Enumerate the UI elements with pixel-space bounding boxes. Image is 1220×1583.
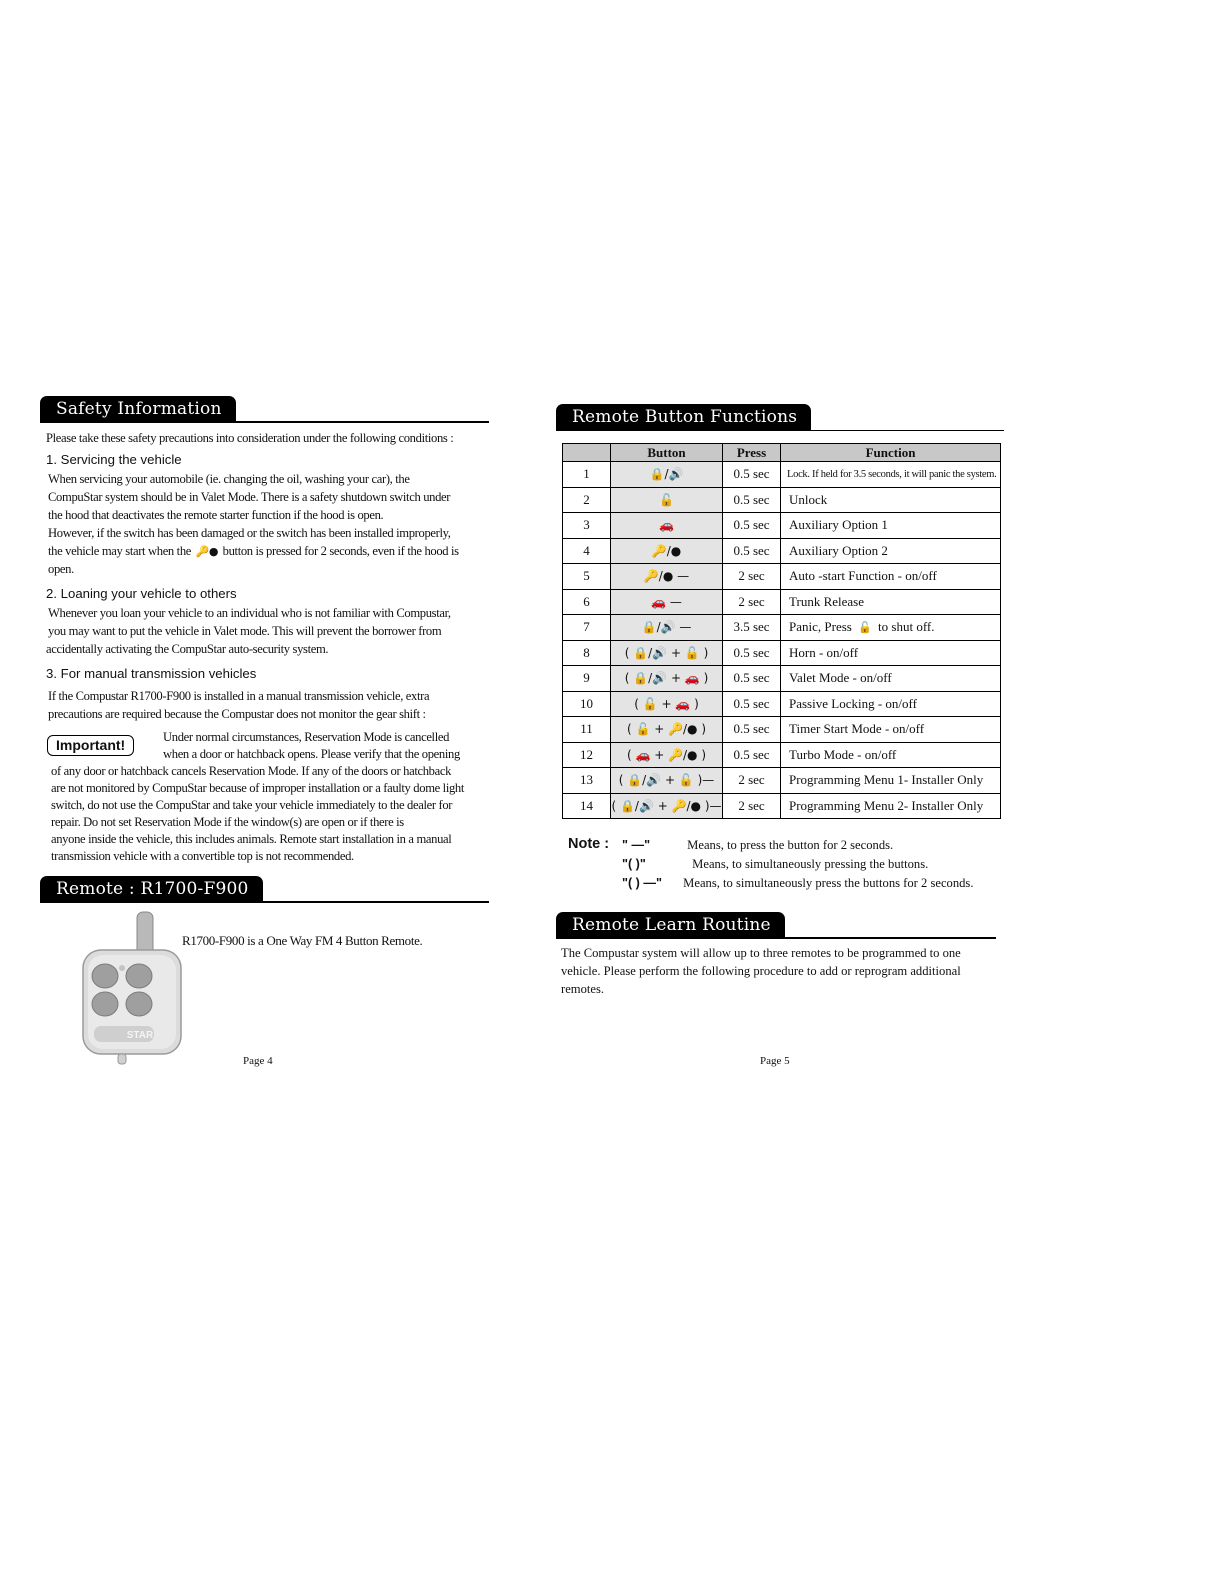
function-text: Programming Menu 1- Installer Only <box>781 768 1001 794</box>
section-1-line-3: the hood that deactivates the remote starter function if the hood is open. <box>48 508 384 522</box>
function-text: Horn - on/off <box>781 640 1001 666</box>
press-duration: 2 sec <box>723 768 781 794</box>
function-text: Lock. If held for 3.5 seconds, it will panic the system. <box>781 462 1001 488</box>
section-2-heading: 2. Loaning your vehicle to others <box>46 586 237 601</box>
header-rule <box>811 430 1004 431</box>
note-text: Means, to simultaneously pressing the buttons. <box>692 857 929 871</box>
section-1-line-6: open. <box>48 562 74 576</box>
important-body-6: transmission vehicle with a convertible top is not recommended. <box>51 849 354 863</box>
learn-line-1: The Compustar system will allow up to three remotes to be programmed to one <box>561 946 961 960</box>
function-text: Auxiliary Option 2 <box>781 538 1001 564</box>
important-badge: Important! <box>47 735 134 756</box>
button-combo-icon: 🔓 <box>611 487 723 513</box>
fob-button-lock <box>92 964 118 988</box>
function-text: Turbo Mode - on/off <box>781 742 1001 768</box>
header-rule <box>236 421 489 423</box>
function-text-b: to shut off. <box>878 619 935 635</box>
section-2-line-3: accidentally activating the CompuStar auto-security system. <box>46 642 329 656</box>
note-row-3 <box>622 876 973 891</box>
safety-information-title: Safety Information <box>40 396 236 423</box>
safety-intro: Please take these safety precautions into consideration under the following conditions : <box>46 431 454 445</box>
function-text: Auto -start Function - on/off <box>781 564 1001 590</box>
function-text: Trunk Release <box>781 589 1001 615</box>
important-body-3: switch, do not use the CompuStar and take your vehicle immediately to the dealer for <box>51 798 453 812</box>
table-header-row <box>563 444 1001 462</box>
press-duration: 0.5 sec <box>723 462 781 488</box>
row-number: 6 <box>563 589 611 615</box>
press-duration: 0.5 sec <box>723 538 781 564</box>
button-combo-icon: 🚗 <box>611 513 723 539</box>
row-number: 4 <box>563 538 611 564</box>
remote-model-header <box>40 876 489 903</box>
key-start-icon: 🔑● <box>195 545 219 558</box>
press-duration: 0.5 sec <box>723 666 781 692</box>
press-duration: 2 sec <box>723 589 781 615</box>
function-text: Timer Start Mode - on/off <box>781 717 1001 743</box>
table-row <box>563 462 1001 488</box>
press-duration: 2 sec <box>723 793 781 819</box>
section-2-line-2: you may want to put the vehicle in Valet mode. This will prevent the borrower from <box>48 624 442 638</box>
remote-description: R1700-F900 is a One Way FM 4 Button Remote. <box>182 933 423 948</box>
page-number-left: Page 4 <box>243 1055 273 1067</box>
section-2-line-1: Whenever you loan your vehicle to an individual who is not familiar with Compustar, <box>48 606 451 620</box>
table-row <box>563 513 1001 539</box>
remote-button-functions-title: Remote Button Functions <box>556 404 811 431</box>
section-3-heading: 3. For manual transmission vehicles <box>46 666 257 681</box>
section-1-line-5b: button is pressed for 2 seconds, even if the hood is <box>222 544 459 558</box>
button-combo-icon: ( 🔒/🔊 + 🔓 ) <box>611 640 723 666</box>
note-symbol: " —" <box>622 838 651 852</box>
section-1-line-5 <box>48 543 459 561</box>
section-1-line-1: When servicing your automobile (ie. changing the oil, washing your car), the <box>48 472 410 486</box>
row-number: 13 <box>563 768 611 794</box>
function-text <box>781 615 1001 641</box>
press-duration: 0.5 sec <box>723 487 781 513</box>
remote-model-title: Remote : R1700-F900 <box>40 876 263 903</box>
section-1-line-2: CompuStar system should be in Valet Mode. There is a safety shutdown switch under <box>48 490 451 504</box>
function-text-a: Panic, Press <box>789 619 852 635</box>
row-number: 1 <box>563 462 611 488</box>
table-row <box>563 640 1001 666</box>
button-combo-icon: ( 🔓 + 🚗 ) <box>611 691 723 717</box>
button-combo-icon: 🔑/● — <box>611 564 723 590</box>
row-number: 10 <box>563 691 611 717</box>
row-number: 7 <box>563 615 611 641</box>
important-body-5: anyone inside the vehicle, this includes animals. Remote start installation in a manual <box>51 832 452 846</box>
table-row <box>563 742 1001 768</box>
col-header-number <box>563 444 611 462</box>
important-body-4: repair. Do not set Reservation Mode if the window(s) are open or if there is <box>51 815 404 829</box>
press-duration: 0.5 sec <box>723 513 781 539</box>
important-body-2: are not monitored by CompuStar because of improper installation or a faulty dome light <box>51 781 465 795</box>
section-3-line-1: If the Compustar R1700-F900 is installed in a manual transmission vehicle, extra <box>48 689 430 703</box>
header-rule <box>785 937 996 939</box>
note-label: Note : <box>568 836 610 852</box>
function-text: Valet Mode - on/off <box>781 666 1001 692</box>
section-1-line-5a: the vehicle may start when the <box>48 544 192 558</box>
press-duration: 0.5 sec <box>723 640 781 666</box>
unlock-icon: 🔓 <box>858 621 872 635</box>
button-combo-icon: 🔒/🔊 — <box>611 615 723 641</box>
important-line-1: Under normal circumstances, Reservation Mode is cancelled <box>163 730 450 744</box>
press-duration: 0.5 sec <box>723 742 781 768</box>
section-1-line-4: However, if the switch has been damaged or the switch has been installed improperly, <box>48 526 451 540</box>
row-number: 14 <box>563 793 611 819</box>
fob-button-unlock <box>126 964 152 988</box>
table-row <box>563 768 1001 794</box>
row-number: 9 <box>563 666 611 692</box>
remote-learn-routine-title: Remote Learn Routine <box>556 912 785 939</box>
header-rule <box>263 901 490 903</box>
button-combo-icon: ( 🔒/🔊 + 🔓 )— <box>611 768 723 794</box>
table-row <box>563 717 1001 743</box>
note-text: Means, to press the button for 2 seconds. <box>687 838 894 852</box>
table-row <box>563 487 1001 513</box>
learn-line-2: vehicle. Please perform the following procedure to add or reprogram additional <box>561 964 961 978</box>
press-duration: 2 sec <box>723 564 781 590</box>
function-text: Auxiliary Option 1 <box>781 513 1001 539</box>
button-combo-icon: 🔑/● <box>611 538 723 564</box>
note-symbol: "( )" <box>622 857 646 871</box>
function-text: Unlock <box>781 487 1001 513</box>
note-symbol: "( ) —" <box>622 876 662 890</box>
remote-learn-routine-header <box>556 912 996 939</box>
page-number-right: Page 5 <box>760 1055 790 1067</box>
note-row-2 <box>622 857 928 872</box>
function-text: Programming Menu 2- Installer Only <box>781 793 1001 819</box>
section-3-line-2: precautions are required because the Compustar does not monitor the gear shift : <box>48 707 426 721</box>
col-header-function: Function <box>781 444 1001 462</box>
table-row <box>563 691 1001 717</box>
row-number: 2 <box>563 487 611 513</box>
row-number: 5 <box>563 564 611 590</box>
row-number: 11 <box>563 717 611 743</box>
table-row <box>563 589 1001 615</box>
button-combo-icon: ( 🔒/🔊 + 🚗 ) <box>611 666 723 692</box>
important-line-2: when a door or hatchback opens. Please verify that the opening <box>163 747 460 761</box>
function-text: Passive Locking - on/off <box>781 691 1001 717</box>
button-combo-icon: 🚗 — <box>611 589 723 615</box>
row-number: 3 <box>563 513 611 539</box>
col-header-press: Press <box>723 444 781 462</box>
learn-line-3: remotes. <box>561 982 605 996</box>
row-number: 12 <box>563 742 611 768</box>
table-row <box>563 538 1001 564</box>
important-body-1: of any door or hatchback cancels Reservation Mode. If any of the doors or hatchback <box>51 764 452 778</box>
button-combo-icon: 🔒/🔊 <box>611 462 723 488</box>
button-functions-table <box>562 443 1001 819</box>
button-combo-icon: ( 🔓 + 🔑/● ) <box>611 717 723 743</box>
section-1-heading: 1. Servicing the vehicle <box>46 452 182 467</box>
table-row <box>563 793 1001 819</box>
button-combo-icon: ( 🔒/🔊 + 🔑/● )— <box>611 793 723 819</box>
note-text: Means, to simultaneously press the buttons for 2 seconds. <box>683 876 974 890</box>
table-row <box>563 615 1001 641</box>
fob-logo: STAR <box>126 1030 154 1041</box>
row-number: 8 <box>563 640 611 666</box>
remote-button-functions-header <box>556 404 1004 431</box>
remote-fob-illustration <box>80 910 184 1066</box>
press-duration: 3.5 sec <box>723 615 781 641</box>
press-duration: 0.5 sec <box>723 691 781 717</box>
col-header-button: Button <box>611 444 723 462</box>
safety-information-header <box>40 396 489 423</box>
table-row <box>563 666 1001 692</box>
button-combo-icon: ( 🚗 + 🔑/● ) <box>611 742 723 768</box>
note-row-1 <box>622 838 893 853</box>
press-duration: 0.5 sec <box>723 717 781 743</box>
fob-button-start <box>126 992 152 1016</box>
table-row <box>563 564 1001 590</box>
fob-button-trunk <box>92 992 118 1016</box>
